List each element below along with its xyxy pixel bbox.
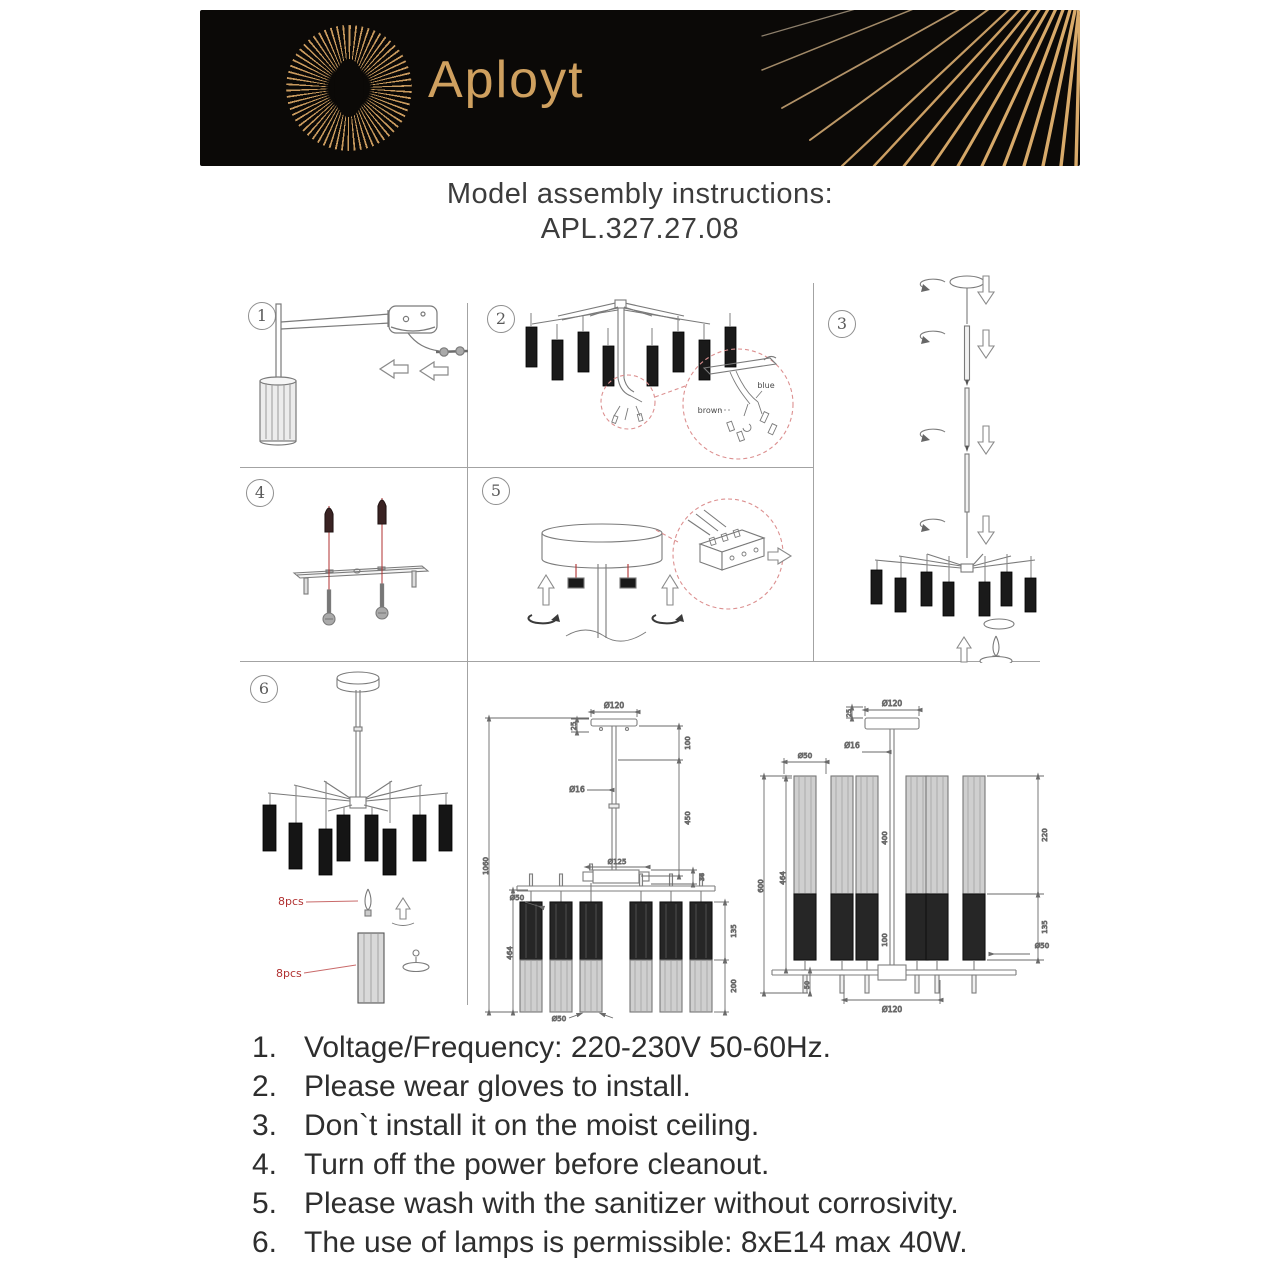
detail-leader	[655, 385, 688, 397]
rotate-arrow-3	[920, 429, 945, 442]
item-number: 1.	[252, 1031, 278, 1064]
anchor-left	[325, 508, 333, 532]
terminal-block	[688, 510, 764, 570]
dim-shade-dia: Ø50	[509, 894, 525, 902]
chandelier-body	[871, 554, 1036, 616]
step-5-diagram	[470, 472, 813, 658]
step-6-badge: 6	[250, 675, 278, 703]
item-text: Don`t install it on the moist ceiling.	[304, 1109, 760, 1142]
item-text: Voltage/Frequency: 220-230V 50-60Hz.	[304, 1031, 832, 1064]
shade-part	[358, 933, 429, 1003]
step-2-badge: 2	[487, 305, 515, 333]
step-5-badge: 5	[482, 477, 510, 505]
up-arrows	[538, 575, 678, 605]
item-number: 5.	[252, 1187, 278, 1220]
list-item	[252, 1031, 1052, 1070]
dim-rod-len: 450	[684, 811, 692, 825]
mounting-bar	[294, 566, 428, 578]
canopy	[337, 672, 379, 692]
decorative-rays-icon	[760, 10, 1080, 166]
item-text: Turn off the power before cleanout.	[304, 1148, 770, 1181]
wire	[408, 333, 439, 351]
canopy-top	[950, 276, 984, 288]
wire-label-brown: brown	[697, 406, 723, 415]
clamp-block-left	[568, 578, 584, 588]
sunburst-core	[334, 59, 364, 117]
screw-left	[323, 590, 335, 625]
dim-shade-dia: Ø50	[797, 752, 813, 760]
bulb-part	[365, 889, 414, 926]
item-number: 4.	[252, 1148, 278, 1181]
rotate-arrow-1	[920, 279, 945, 292]
dim-shade-dia-bottom: Ø50	[551, 1015, 567, 1022]
grid-vline-2	[813, 283, 814, 662]
dim-total-h: 600	[757, 879, 765, 893]
dim-canopy-dia: Ø120	[603, 701, 625, 710]
down-rod	[566, 564, 646, 641]
step-3-diagram	[815, 268, 1043, 663]
item-number: 2.	[252, 1070, 278, 1103]
item-text: The use of lamps is permissible: 8xE14 max 40W.	[304, 1226, 968, 1259]
dim-rod-len: 400	[881, 831, 889, 845]
item-number: 6.	[252, 1226, 278, 1259]
arm-tube	[281, 310, 390, 329]
dim-total-h: 1060	[482, 857, 490, 875]
dimension-drawing-ceiling	[748, 688, 1060, 1022]
dim-rod-lower: 100	[881, 933, 889, 947]
screw-right	[376, 584, 388, 619]
step-3-badge: 3	[828, 310, 856, 338]
bulb-insert	[957, 619, 1014, 663]
wire-label-blue: blue	[757, 381, 775, 390]
bulb-leader	[306, 901, 358, 902]
canopy	[542, 524, 662, 568]
item-number: 3.	[252, 1109, 278, 1142]
dim-hub-dia: Ø125	[607, 858, 627, 866]
rod	[354, 690, 362, 797]
list-item	[252, 1226, 1052, 1265]
item-text: Please wash with the sanitizer without corrosivity.	[304, 1187, 959, 1220]
dim-body-h: 464	[779, 871, 787, 885]
model-number: APL.327.27.08	[540, 213, 740, 245]
canopy-bracket	[704, 356, 776, 374]
dim-canopy-dia: Ø120	[881, 699, 903, 708]
grid-hline-1	[240, 467, 813, 468]
dim-shade-dia-right: Ø50	[1034, 942, 1050, 950]
hub-body	[389, 306, 437, 333]
dim-body-h: 464	[506, 946, 514, 960]
instructions-list	[252, 1031, 1052, 1265]
down-arrows	[978, 276, 994, 544]
dim-shade-bottom: 135	[1041, 920, 1049, 934]
arm-post	[276, 304, 281, 379]
step-1-badge: 1	[248, 302, 276, 330]
dim-rod-dia: Ø16	[844, 741, 860, 750]
dim-top-section: 100	[684, 736, 692, 750]
step-6-diagram	[240, 665, 468, 1013]
chandelier-frame	[532, 300, 710, 324]
shade-lower-light	[520, 960, 712, 1012]
brand-banner	[200, 10, 1080, 166]
dimension-drawing-front	[465, 688, 747, 1022]
detail-circle-small	[601, 375, 655, 429]
shade-cylinder	[260, 377, 296, 445]
insert-arrow-left-2	[420, 362, 448, 380]
shades	[263, 805, 452, 875]
list-item	[252, 1070, 1052, 1109]
shade-qty-label: 8pcs	[276, 967, 302, 980]
dim-shade-top: 220	[1041, 828, 1049, 842]
dim-shade-top: 135	[730, 924, 738, 938]
rotate-arrow-4	[920, 519, 945, 532]
brand-wordmark: Aployt	[428, 51, 585, 109]
step-1-diagram	[240, 282, 468, 462]
dim-shade-bottom: 200	[730, 979, 738, 993]
page-title: Model assembly instructions:	[446, 178, 834, 210]
list-item	[252, 1148, 1052, 1187]
shade-upper-dark	[520, 902, 712, 960]
bulb-qty-label: 8pcs	[278, 895, 304, 908]
small-wires	[612, 406, 643, 423]
rod-segments	[965, 288, 970, 558]
dim-rod-dia: Ø16	[569, 785, 585, 794]
bar-leg-right	[412, 571, 416, 587]
bar-leg-left	[304, 578, 308, 594]
shade-leader	[304, 965, 356, 973]
threaded-rod	[436, 347, 468, 356]
step-4-diagram	[240, 472, 468, 658]
step-2-diagram	[470, 282, 813, 465]
dim-canopy-h: 25	[845, 708, 853, 718]
center-tube	[618, 308, 642, 402]
push-arrow-right	[768, 548, 791, 564]
dim-canopy-h: 25	[570, 721, 578, 731]
item-text: Please wear gloves to install.	[304, 1070, 691, 1103]
dim-hub-h: 36	[698, 872, 706, 882]
insert-arrow-left-1	[380, 360, 408, 378]
dim-leg-h: 50	[803, 980, 811, 990]
list-item	[252, 1187, 1052, 1226]
dim-hub-dia: Ø120	[881, 1005, 903, 1014]
rotate-arrow-2	[920, 331, 945, 344]
list-item	[252, 1109, 1052, 1148]
anchor-right	[378, 500, 386, 524]
step-4-badge: 4	[246, 479, 274, 507]
clamp-block-right	[620, 578, 636, 588]
